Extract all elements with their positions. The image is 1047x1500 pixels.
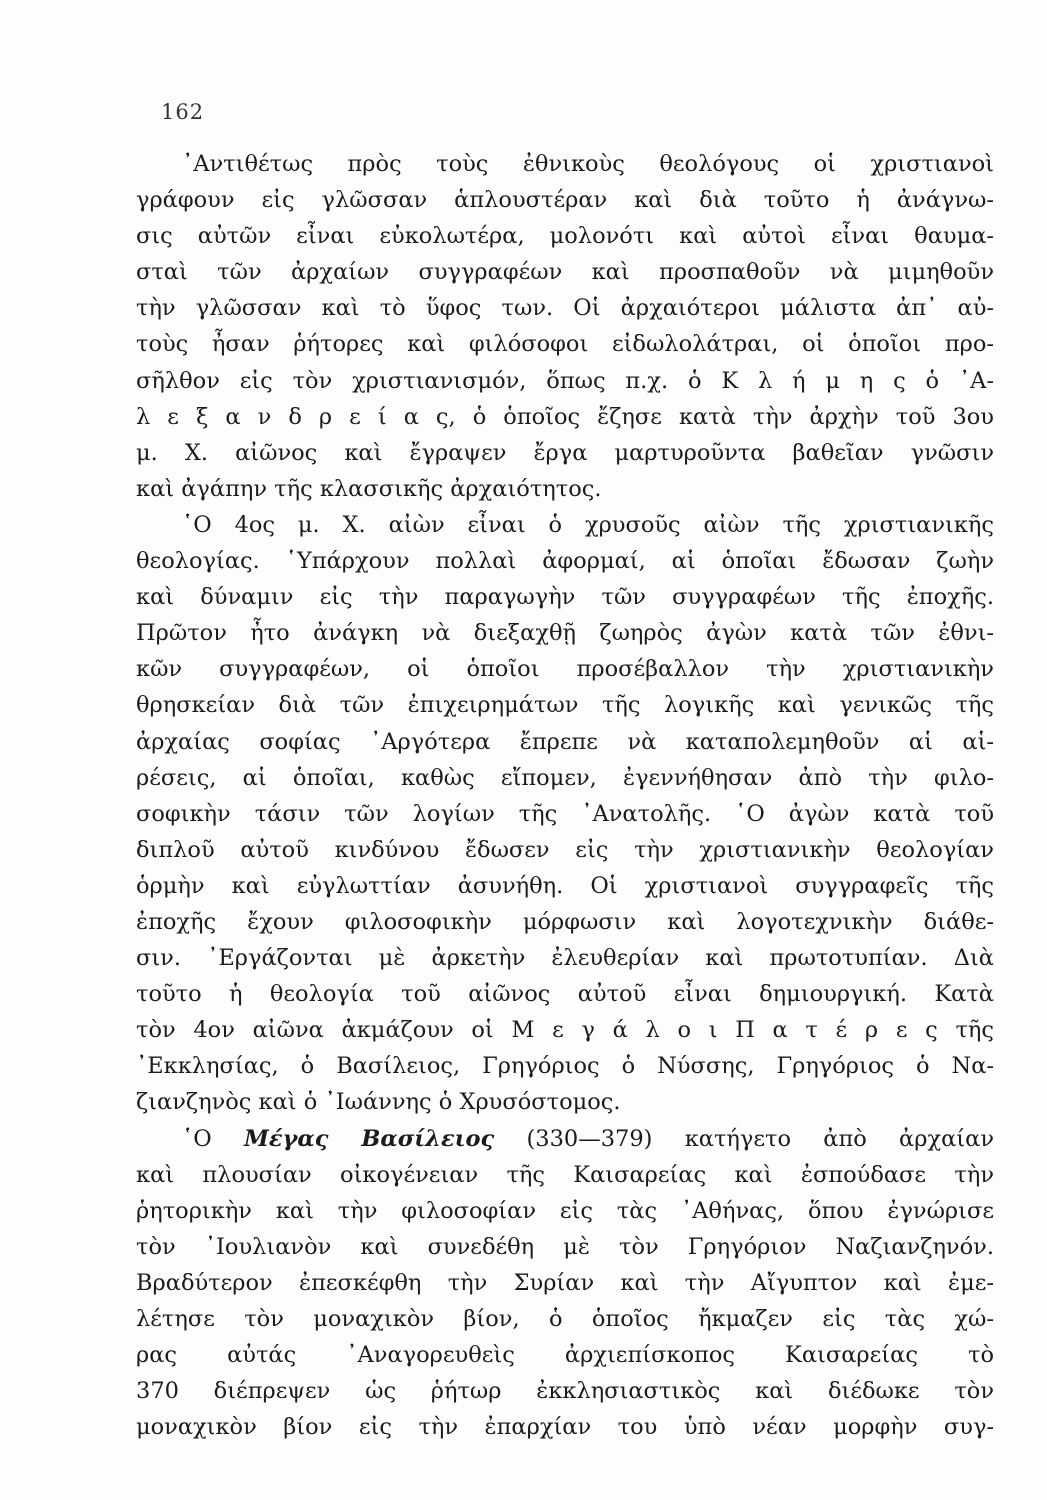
text-line: Βραδύτερον ἐπεσκέφθη τὴν Συρίαν καὶ τὴν Αἴγυπτον καὶ ἐμε- [136, 1269, 994, 1296]
text-line: τὴν γλῶσσαν καὶ τὸ ὕφος των. Οἱ ἀρχαιότεροι μάλιστα ἀπ᾿ αὐ- [136, 295, 994, 322]
text-line: καὶ ἀγάπην τῆς κλασσικῆς ἀρχαιότητος. [136, 475, 602, 502]
text-line: 370 διέπρεψεν ὡς ῥήτωρ ἐκκλησιαστικὸς καὶ διέδωκε τὸν [136, 1378, 994, 1405]
text-line: τὸν ᾿Ιουλιανὸν καὶ συνεδέθη μὲ τὸν Γρηγόριον Ναζιανζηνόν. [136, 1233, 994, 1260]
text-line: ρέσεις, αἱ ὁποῖαι, καθὼς εἴπομεν, ἐγεννήθησαν ἀπὸ τὴν φιλο- [136, 764, 994, 791]
text-line: σῆλθον εἰς τὸν χριστιανισμόν, ὅπως π.χ. ὁ Κ λ ή μ η ς ὁ ᾿Α- [136, 367, 994, 394]
bold-heading-name: Μέγας Βασίλειος [243, 1125, 495, 1152]
text-line: λέτησε τὸν μοναχικὸν βίον, ὁ ὁποῖος ἤκμαζεν εἰς τὰς χώ- [136, 1306, 994, 1332]
text-line: σις αὐτῶν εἶναι εὐκολωτέρα, μολονότι καὶ αὐτοὶ εἶναι θαυμα- [136, 223, 994, 250]
text-line: σιν. ᾿Εργάζονται μὲ ἀρκετὴν ἐλευθερίαν καὶ πρωτοτυπίαν. Διὰ [136, 945, 994, 972]
text-line: ἐποχῆς ἔχουν φιλοσοφικὴν μόρφωσιν καὶ λογοτεχνικὴν διάθε- [136, 908, 994, 935]
text-line: ῾Ο 4ος μ. Χ. αἰὼν εἶναι ὁ χρυσοῦς αἰὼν τῆς χριστιανικῆς [182, 511, 994, 538]
text-line: ρας αὐτάς ᾿Αναγορευθεὶς ἀρχιεπίσκοπος Καισαρείας τὸ [136, 1342, 994, 1369]
text-line: μοναχικὸν βίον εἰς τὴν ἐπαρχίαν του ὑπὸ νέαν μορφὴν συγ- [136, 1414, 994, 1441]
text-line: τὸν 4ον αἰῶνα ἀκμάζουν οἱ Μ ε γ ά λ ο ι Π α τ έ ρ ε ς τῆς [136, 1017, 994, 1044]
text-line: ὁρμὴν καὶ εὐγλωττίαν ἀσυνήθη. Οἱ χριστιανοὶ συγγραφεῖς τῆς [136, 872, 994, 899]
text-line: καὶ πλουσίαν οἰκογένειαν τῆς Καισαρείας καὶ ἐσπούδασε τὴν [136, 1161, 994, 1188]
body-text [136, 146, 994, 1445]
text-line: καὶ δύναμιν εἰς τὴν παραγωγὴν τῶν συγγραφέων τῆς ἐποχῆς. [136, 584, 994, 611]
text-line: κῶν συγγραφέων, οἱ ὁποῖοι προσέβαλλον τὴν χριστιανικὴν [136, 656, 994, 683]
text-line: γράφουν εἰς γλῶσσαν ἁπλουστέραν καὶ διὰ τοῦτο ἡ ἀνάγνω- [136, 187, 994, 214]
text-line [136, 1121, 994, 1157]
text-line: μ. Χ. αἰῶνος καὶ ἔγραψεν ἔργα μαρτυροῦντα βαθεῖαν γνῶσιν [136, 439, 994, 466]
text-line: τοῦτο ἡ θεολογία τοῦ αἰῶνος αὐτοῦ εἶναι δημιουργική. Κατὰ [136, 981, 994, 1008]
text-line: ἀρχαίας σοφίας ᾿Αργότερα ἔπρεπε νὰ καταπολεμηθοῦν αἱ αἱ- [136, 728, 994, 755]
text-line: διπλοῦ αὐτοῦ κινδύνου ἔδωσεν εἰς τὴν χριστιανικὴν θεολογίαν [136, 836, 994, 863]
page-number: 162 [161, 100, 205, 124]
text-line: τοὺς ἦσαν ῥήτορες καὶ φιλόσοφοι εἰδωλολάτραι, οἱ ὁποῖοι προ- [136, 331, 994, 358]
text-line-rest: (330—379) κατήγετο ἀπὸ ἀρχαίαν [494, 1125, 994, 1152]
text-line: ᾿Αντιθέτως πρὸς τοὺς ἐθνικοὺς θεολόγους οἱ χριστιανοὶ [182, 151, 994, 177]
text-line: σοφικὴν τάσιν τῶν λογίων τῆς ᾿Ανατολῆς. ῾Ο ἀγὼν κατὰ τοῦ [136, 800, 994, 827]
text-line: θρησκείαν διὰ τῶν ἐπιχειρημάτων τῆς λογικῆς καὶ γενικῶς τῆς [136, 692, 994, 719]
text-line: λ ε ξ α ν δ ρ ε ί α ς, ὁ ὁποῖος ἔζησε κατὰ τὴν ἀρχὴν τοῦ 3ου [136, 403, 994, 430]
text-line: θεολογίας. ῾Υπάρχουν πολλαὶ ἀφορμαί, αἱ ὁποῖαι ἔδωσαν ζωὴν [136, 548, 994, 575]
text-line: Πρῶτον ἦτο ἀνάγκη νὰ διεξαχθῇ ζωηρὸς ἀγὼν κατὰ τῶν ἐθνι- [136, 620, 994, 647]
text-line: ζιανζηνὸς καὶ ὁ ᾿Ιωάννης ὁ Χρυσόστομος. [136, 1089, 621, 1116]
text-line: σταὶ τῶν ἀρχαίων συγγραφέων καὶ προσπαθοῦν νὰ μιμηθοῦν [136, 259, 994, 286]
text-line: ᾿Εκκλησίας, ὁ Βασίλειος, Γρηγόριος ὁ Νύσσης, Γρηγόριος ὁ Να- [136, 1053, 994, 1080]
text-line: ῥητορικὴν καὶ τὴν φιλοσοφίαν εἰς τὰς ᾿Αθήνας, ὅπου ἐγνώρισε [136, 1197, 994, 1224]
text-line-prefix: ῾Ο [182, 1125, 244, 1152]
